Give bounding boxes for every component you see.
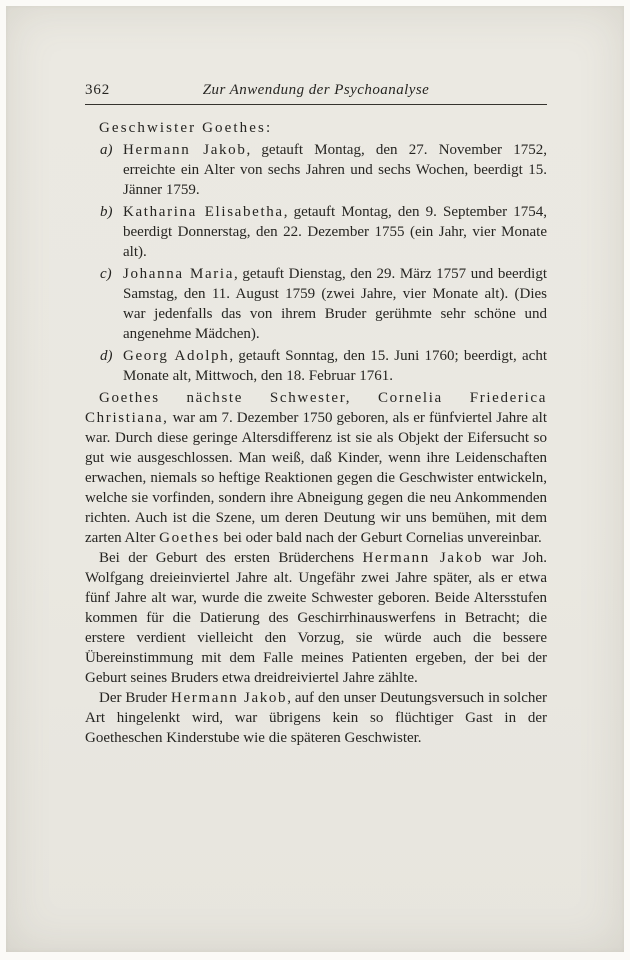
list-item-text: , getauft Montag, den 9. September 1754, beerdigt Donnerstag, den 22. Dezember 1755 (ein Jahr, vier Monate alt). bbox=[123, 204, 547, 260]
list-item-label: b) bbox=[100, 204, 113, 220]
paragraph-text: , auf den unser Deutungsversuch in solcher Art hingelenkt wird, war übrigens kein so flüchtiger Gast in der Goetheschen Kinderstube wie die späteren Geschwister. bbox=[85, 690, 547, 746]
running-title: Zur Anwendung der Psychoanalyse bbox=[202, 82, 430, 98]
list-item-text: , getauft Dienstag, den 29. März 1757 und beerdigt Samstag, den 11. August 1759 (zwei Jahre, vier Monate alt). (Dies war jedenfalls das von ihrem Bruder gerühmte sehr schöne und angenehme Mädchen). bbox=[123, 266, 548, 342]
list-item-name: Johanna Maria bbox=[123, 266, 235, 282]
paragraph-bruder bbox=[85, 688, 547, 748]
list-item-d bbox=[99, 346, 547, 386]
paragraph-cornelia bbox=[85, 388, 547, 548]
paragraph-text: war am 7. Dezember 1750 geboren, als er fünfviertel Jahre alt war. Durch diese geringe Altersdifferenz ist sie als Objekt der Eifersucht so gut wie ausgeschlossen. Man weiß, daß Kinder, wenn ihre Leidenschaften erwachen, niemals so heftige Reaktionen gegen die Geschwister entwickeln, welche sie vorfinden, sondern ihre Abneigung gegen die neu Ankommenden richten. Auch ist die Szene, um deren Deutung wir uns bemühen, mit dem zarten Alter bbox=[85, 410, 547, 546]
spaced-name: Hermann Jakob bbox=[362, 550, 484, 566]
spaced-name: Goethes nächste Schwester, Cornelia Friederica Christiana, bbox=[85, 390, 547, 426]
list-item-name: Georg Adolph bbox=[123, 348, 230, 364]
list-item-name: Katharina Elisabetha bbox=[123, 204, 284, 220]
text-block bbox=[85, 80, 547, 748]
paper-background bbox=[6, 6, 624, 952]
list-item-name: Hermann Jakob bbox=[123, 142, 247, 158]
page-body bbox=[85, 118, 547, 748]
list-item-text: , getauft Montag, den 27. November 1752, erreichte ein Alter von sechs Jahren und sechs Wochen, beerdigt 15. Jänner 1759. bbox=[123, 142, 547, 198]
list-item-label: c) bbox=[100, 266, 112, 282]
paragraph-geburt bbox=[85, 548, 547, 688]
paragraph-text: war Joh. Wolfgang dreieinviertel Jahre alt. Ungefähr zwei Jahre später, als er etwa fünf Jahre alt war, wurde die zweite Schwester geboren. Beide Altersstufen kommen für die Datierung des Geschirrhinauswerfens in Betracht; die erstere verdient vielleicht den Vorzug, sie würde auch die bessere Übereinstimmung mit dem Falle meines Patienten ergeben, der bei der Geburt seines Bruders etwa dreidreiviertel Jahre zählte. bbox=[85, 550, 547, 686]
list-item-b bbox=[99, 202, 547, 262]
list-item-c bbox=[99, 264, 547, 344]
page-header bbox=[85, 80, 547, 105]
list-item-label: a) bbox=[100, 142, 113, 158]
paragraph-text: Bei der Geburt des ersten Brüderchens bbox=[99, 550, 363, 566]
spaced-name: Hermann Jakob bbox=[171, 690, 288, 706]
list-item-label: d) bbox=[100, 348, 113, 364]
section-heading: Geschwister Goethes: bbox=[99, 120, 273, 136]
spaced-name: Goethes bbox=[159, 530, 220, 546]
list-item-a bbox=[99, 140, 547, 200]
page-number: 362 bbox=[85, 82, 111, 98]
paragraph-text: bei oder bald nach der Geburt Cornelias unvereinbar. bbox=[219, 530, 542, 546]
list-item-text: , getauft Sonntag, den 15. Juni 1760; beerdigt, acht Monate alt, Mittwoch, den 18. Februar 1761. bbox=[123, 348, 547, 384]
paragraph-text: Der Bruder bbox=[99, 690, 172, 706]
